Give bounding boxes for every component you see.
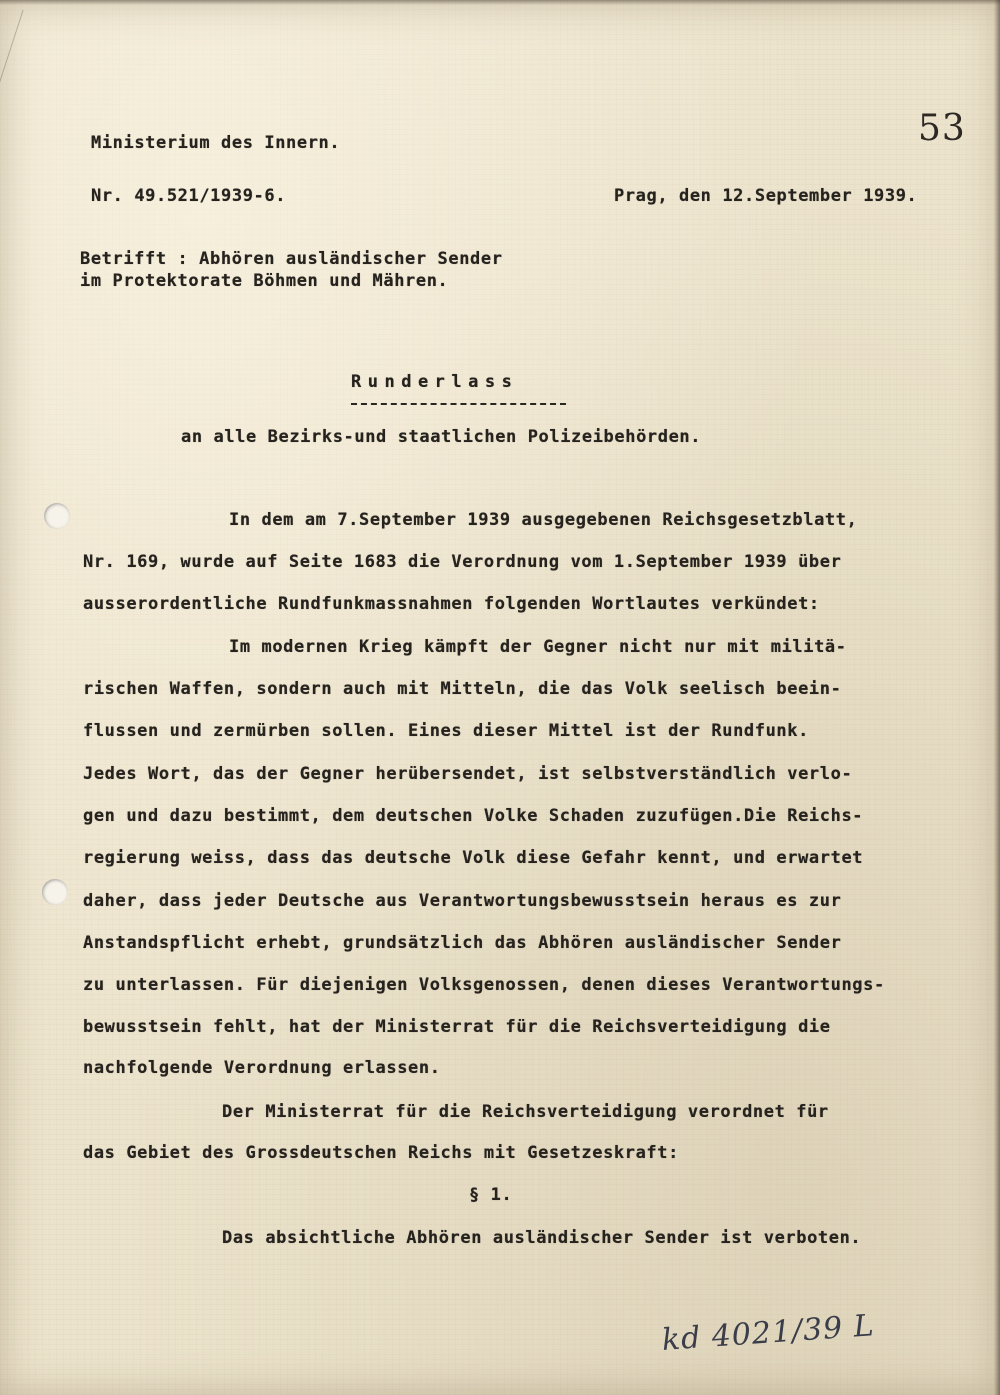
page-number: 53 (918, 108, 966, 149)
section-mark: § 1. (469, 1185, 513, 1205)
body-line: zu unterlassen. Für diejenigen Volksgenossen, denen dieses Verantwortungs- (83, 975, 885, 995)
recipients-line: an alle Bezirks-und staatlichen Polizeibehörden. (181, 427, 702, 447)
body-line: das Gebiet des Grossdeutschen Reichs mit Gesetzeskraft: (83, 1143, 679, 1163)
handwritten-note: kd 4021/39 L (660, 1308, 876, 1358)
body-line: In dem am 7.September 1939 ausgegebenen Reichsgesetzblatt, (229, 510, 858, 530)
body-line: Im modernen Krieg kämpft der Gegner nicht nur mit militä- (229, 637, 847, 657)
body-line: flussen und zermürben sollen. Eines dieser Mittel ist der Rundfunk. (83, 721, 809, 741)
body-line: Der Ministerrat für die Reichsverteidigung verordnet für (222, 1102, 829, 1122)
heading-underline (351, 403, 566, 405)
body-line: bewusstsein fehlt, hat der Ministerrat für die Reichsverteidigung die (83, 1017, 831, 1037)
subject-line-1: Betrifft : Abhören ausländischer Sender (80, 249, 503, 269)
punch-hole-lower (42, 879, 68, 905)
body-line: regierung weiss, dass das deutsche Volk diese Gefahr kennt, und erwartet (83, 848, 864, 868)
reference-number: Nr. 49.521/1939-6. (91, 186, 287, 206)
ministry-header: Ministerium des Innern. (91, 133, 341, 153)
body-line: ausserordentliche Rundfunkmassnahmen folgenden Wortlautes verkündet: (83, 594, 820, 614)
body-line: Nr. 169, wurde auf Seite 1683 die Verordnung vom 1.September 1939 über (83, 552, 842, 572)
body-line: Jedes Wort, das der Gegner herübersendet, ist selbstverständlich verlo- (83, 764, 853, 784)
subject-line-2: im Protektorate Böhmen und Mähren. (80, 271, 449, 291)
body-line: nachfolgende Verordnung erlassen. (83, 1058, 441, 1078)
document-heading: Runderlass (351, 372, 519, 392)
punch-hole-upper (44, 503, 70, 529)
body-line: Anstandspflicht erhebt, grundsätzlich das Abhören ausländischer Sender (83, 933, 842, 953)
body-line: rischen Waffen, sondern auch mit Mitteln, die das Volk seelisch beein- (83, 679, 842, 699)
corner-crease (0, 10, 94, 100)
page-edge-top (0, 0, 1000, 5)
final-line: Das absichtliche Abhören ausländischer Sender ist verboten. (222, 1228, 862, 1248)
date-line: Prag, den 12.September 1939. (614, 186, 918, 206)
page-edge-right (994, 0, 1000, 1395)
body-line: daher, dass jeder Deutsche aus Verantwortungsbewusstsein heraus es zur (83, 891, 842, 911)
body-line: gen und dazu bestimmt, dem deutschen Volke Schaden zuzufügen.Die Reichs- (83, 806, 864, 826)
